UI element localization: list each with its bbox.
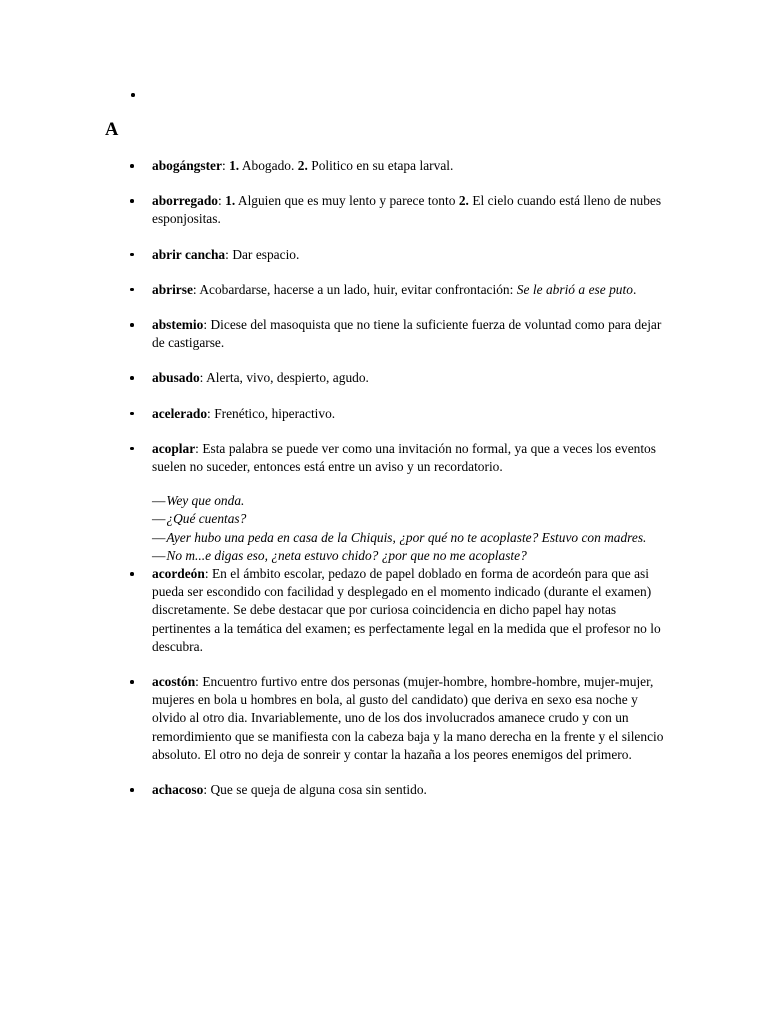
entry-abrir-cancha: [105, 246, 665, 264]
document-content: [105, 84, 665, 799]
bullet-icon: [130, 412, 134, 416]
entry-definition-1: Abogado.: [239, 158, 298, 173]
entry-tail: .: [632, 281, 637, 297]
em-dash-icon: —: [152, 493, 166, 509]
dialogue-line-text: No m...e digas eso, ¿neta estuvo chido? ¿por que no me acoplaste?: [166, 547, 527, 563]
em-dash-icon: —: [152, 511, 166, 527]
entry-separator: :: [207, 405, 215, 421]
dialogue-line-text: ¿Qué cuentas?: [166, 511, 247, 527]
entry-separator: :: [192, 281, 200, 297]
entry-definition-2: Politico en su etapa larval.: [307, 158, 454, 173]
entry-separator: :: [221, 158, 230, 173]
bullet-icon: [130, 788, 134, 792]
entry-separator: :: [199, 370, 207, 386]
entry-separator: :: [217, 193, 226, 209]
entry-achacoso: [105, 781, 665, 799]
entry-definition: Frenético, hiperactivo.: [214, 405, 336, 421]
bullet-icon: [130, 288, 134, 292]
entry-headword: abrirse: [152, 281, 193, 297]
entry-separator: :: [203, 782, 211, 798]
entry-example: Se le abrió a ese puto: [516, 281, 633, 297]
entry-headword: abogángster: [152, 158, 222, 173]
entry-acordeon: [105, 565, 665, 656]
section-letter-heading: A: [105, 120, 119, 140]
entry-separator: :: [204, 566, 212, 582]
dialogue-example-block: [105, 492, 680, 565]
entry-definition: Alerta, vivo, despierto, agudo.: [206, 370, 369, 386]
bullet-icon: [130, 680, 134, 684]
entry-abusado: [105, 369, 665, 387]
bullet-icon: [130, 376, 134, 380]
entry-headword: acoplar: [152, 440, 196, 456]
entry-headword: abusado: [152, 370, 200, 386]
entry-definition: En el ámbito escolar, pedazo de papel doblado en forma de acordeón para que asi pueda ser escondido con facilidad y desplegado en el momento indicado (durante el examen) discretamente. Se debe destacar que por curiosa coincidencia en dicho papel hay notas pertinentes a la temática del examen; es perfectamente legal en la medida que el profesor no lo descubra.: [152, 566, 661, 654]
entry-definition: Dicese del masoquista que no tiene la suficiente fuerza de voluntad como para dejar de castigarse.: [152, 317, 662, 351]
entry-definition: Acobardarse, hacerse a un lado, huir, evitar confrontación:: [199, 281, 517, 297]
dialogue-line: [152, 492, 680, 510]
lead-bullet-item: [105, 84, 665, 106]
entry-abstemio: [105, 316, 665, 352]
entry-sense-number-2: 2.: [458, 193, 469, 209]
entry-sense-number-2: 2.: [297, 158, 308, 173]
em-dash-icon: —: [152, 547, 166, 563]
bullet-icon: [130, 447, 134, 451]
entry-definition: Dar espacio.: [232, 246, 300, 262]
bullet-icon: [131, 93, 135, 97]
entry-acoplar: [105, 440, 665, 476]
entry-headword: acordeón: [152, 566, 205, 582]
entry-separator: :: [195, 440, 203, 456]
entry-acoston: [105, 673, 665, 764]
entry-definition: Que se queja de alguna cosa sin sentido.: [210, 782, 427, 798]
entry-abrirse: [105, 281, 665, 299]
dialogue-line-text: Wey que onda.: [166, 493, 245, 509]
bullet-icon: [130, 164, 134, 168]
entry-headword: acostón: [152, 674, 196, 690]
bullet-icon: [130, 199, 134, 203]
entry-separator: :: [203, 317, 211, 333]
bullet-icon: [130, 572, 134, 576]
entry-headword: acelerado: [152, 405, 208, 421]
entry-sense-number-1: 1.: [225, 193, 236, 209]
entry-definition: Esta palabra se puede ver como una invitación no formal, ya que a veces los eventos suelen no suceder, entonces está entre un aviso y un recordatorio.: [152, 440, 656, 475]
dialogue-line-text: Ayer hubo una peda en casa de la Chiquis, ¿por qué no te acoplaste? Estuvo con madres.: [166, 529, 647, 545]
bullet-icon: [130, 253, 134, 257]
entry-sense-number-1: 1.: [229, 158, 240, 173]
entry-headword: aborregado: [152, 193, 218, 209]
em-dash-icon: —: [152, 529, 166, 545]
entry-headword: abstemio: [152, 317, 204, 333]
entry-separator: :: [195, 674, 203, 690]
dialogue-line: [152, 547, 680, 565]
dictionary-entry-list-continued: [105, 565, 665, 799]
entry-acelerado: [105, 405, 665, 423]
entry-aborregado: [105, 192, 665, 228]
entry-definition-2: El cielo cuando está lleno de nubes esponjositas.: [152, 193, 662, 227]
entry-abogangster: [105, 157, 665, 175]
entry-separator: :: [225, 246, 233, 262]
entry-headword: abrir cancha: [152, 246, 226, 262]
entry-definition-1: Alguien que es muy lento y parece tonto: [235, 193, 459, 209]
entry-definition: Encuentro furtivo entre dos personas (mujer-hombre, hombre-hombre, mujer-mujer, mujeres en bola u hombres en bola, al gusto del candidato) que deriva en sexo esa noche y olvido al otro dia. Invariablemente, uno de los dos involucrados amanece crudo y con un remordimiento que se manifiesta con la cabeza baja y la mano derecha en la frente y el silencio absoluto. El otro no deja de sonreir y contar la hazaña a los peores enemigos del primero.: [152, 674, 664, 762]
dialogue-line: [152, 529, 680, 547]
entry-headword: achacoso: [152, 782, 204, 798]
dialogue-line: [152, 510, 680, 528]
dictionary-entry-list: [105, 157, 665, 476]
bullet-icon: [130, 323, 134, 327]
